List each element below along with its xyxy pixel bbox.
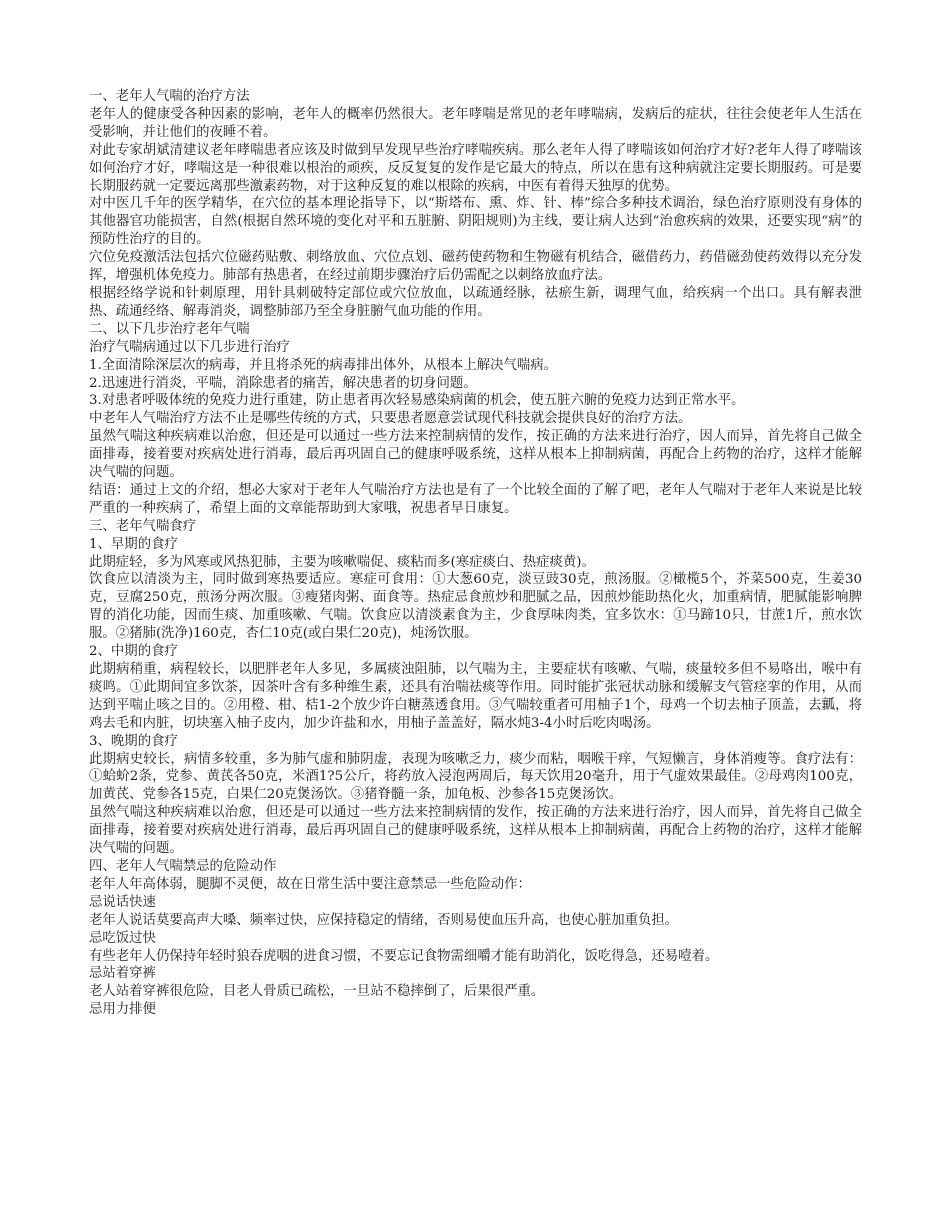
subsection-heading: 忌说话快速 (89, 894, 156, 910)
paragraph: 老人站着穿裤很危险，目老人骨质已疏松，一旦站不稳摔倒了，后果很严重。 (89, 984, 545, 1000)
subsection-heading: 忌站着穿裤 (89, 966, 156, 982)
paragraph: 对中医几千年的医学精华，在穴位的基本理论指导下，以“斯塔布、熏、炸、针、棒”综合多种技术调治，绿色治疗原则没有身体的其他器官功能损害，自然(根据自然环境的变化对平和五脏腑、阴阳规则)为主线，要让病人达到“治愈疾病的效果，还要实现“病”的预防性治疗的目的。 (89, 196, 862, 248)
subsection-heading: 忌吃饭过快 (89, 930, 156, 946)
paragraph: 此期病稍重，病程较长，以肥胖老年人多见，多属痰浊阻肺，以气喘为主，主要症状有咳嗽、气喘，痰量较多但不易咯出，喉中有痰鸣。①此期间宜多饮茶，因茶叶含有多种维生素，还具有治喘祛痰等作用。同时能扩张冠状动脉和缓解支气管痉挛的作用，从而达到平喘止咳之目的。②用橙、柑、桔1-2个放少许白糖蒸透食用。③气喘较重者可用柚子1个，母鸡一个切去柚子顶盖，去瓤，将鸡去毛和内脏，切块塞入柚子皮内，加少许盐和水，用柚子盖盖好，隔水炖3-4小时后吃肉喝汤。 (89, 662, 862, 731)
list-item: 3.对患者呼吸体统的免疫力进行重建，防止患者再次轻易感染病菌的机会，使五脏六腑的免疫力达到正常水平。 (89, 393, 745, 409)
paragraph: 结语：通过上文的介绍，想必大家对于老年人气喘治疗方法也是有了一个比较全面的了解了吧，老年人气喘对于老年人来说是比较严重的一种疾病了，希望上面的文章能帮助到大家哦，祝患者早日康复。 (89, 482, 862, 516)
paragraph: 穴位免疫激活法包括穴位磁药贴敷、刺络放血、穴位点划、磁药使药物和生物磁有机结合，磁借药力，药借磁劲使药效得以充分发挥，增强机体免疫力。肺部有热患者，在经过前期步骤治疗后仍需配之以刺络放血疗法。 (89, 250, 862, 284)
paragraph: 根据经络学说和针刺原理，用针具刺破特定部位或穴位放血，以疏通经脉，祛瘀生新，调理气血，给疾病一个出口。具有解表泄热、疏通经络、解毒消炎，调整肺部乃至全身脏腑气血功能的作用。 (89, 285, 862, 319)
paragraph: 老年人的健康受各种因素的影响，老年人的概率仍然很大。老年哮喘是常见的老年哮喘病，发病后的症状，往往会使老年人生活在受影响，并让他们的夜睡不着。 (89, 106, 862, 140)
list-item: 2.迅速进行消炎，平喘，消除患者的痛苦，解决患者的切身问题。 (89, 375, 477, 391)
paragraph: 虽然气喘这种疾病难以治愈，但还是可以通过一些方法来控制病情的发作，按正确的方法来进行治疗，因人而异，首先将自己做全面排毒，接着要对疾病处进行消毒，最后再巩固自己的健康呼吸系统，这样从根本上抑制病菌，再配合上药物的治疗，这样才能解决气喘的问题。 (89, 805, 862, 857)
paragraph: 虽然气喘这种疾病难以治愈，但还是可以通过一些方法来控制病情的发作，按正确的方法来进行治疗，因人而异，首先将自己做全面排毒，接着要对疾病处进行消毒，最后再巩固自己的健康呼吸系统，这样从根本上抑制病菌，再配合上药物的治疗，这样才能解决气喘的问题。 (89, 429, 862, 481)
section-heading: 二、以下几步治疗老年气喘 (89, 321, 250, 337)
paragraph: 治疗气喘病通过以下几步进行治疗 (89, 339, 290, 355)
subsection-heading: 忌用力排便 (89, 1002, 156, 1018)
subsection-heading: 1、早期的食疗 (89, 536, 178, 552)
paragraph: 老年人年高体弱，腿脚不灵便，故在日常生活中要注意禁忌一些危险动作： (89, 876, 531, 892)
paragraph: 饮食应以清淡为主，同时做到寒热要适应。寒症可食用：①大葱60克，淡豆豉30克，煎汤服。②橄榄5个，芥菜500克，生姜30克，豆腐250克，煎汤分两次服。③瘦猪肉粥、面食等。热症忌食煎炒和肥腻之品，因煎炒能助热化火，加重病情，肥腻能影响脾胃的消化功能，因而生痰、加重咳嗽、气喘。饮食应以清淡素食为主，少食厚味肉类，宜多饮水：①马蹄10只，甘蔗1斤，煎水饮服。②猪肺(洗净)160克，杏仁10克(或白果仁20克)，炖汤饮服。 (89, 572, 862, 642)
paragraph: 中老年人气喘治疗方法不止是哪些传统的方式，只要患者愿意尝试现代科技就会提供良好的治疗方法。 (89, 411, 692, 427)
paragraph: 有些老年人仍保持年轻时狼吞虎咽的进食习惯，不要忘记食物需细嚼才能有助消化，饭吃得急，还易噎着。 (89, 948, 719, 964)
list-item: 1.全面清除深层次的病毒，并且将杀死的病毒排出体外，从根本上解决气喘病。 (89, 357, 558, 373)
section-heading: 四、老年人气喘禁忌的危险动作 (89, 858, 277, 874)
section-heading: 三、老年气喘食疗 (89, 518, 197, 534)
paragraph: 老年人说话莫要高声大嗓、频率过快，应保持稳定的情绪，否则易使血压升高，也使心脏加重负担。 (89, 912, 679, 928)
paragraph: 此期症轻，多为风寒或风热犯肺，主要为咳嗽喘促、痰粘而多(寒症痰白、热症痰黄)。 (89, 554, 595, 570)
subsection-heading: 2、中期的食疗 (89, 644, 178, 660)
paragraph: 此期病史较长，病情多较重，多为肺气虚和肺阴虚，表现为咳嗽乏力，痰少而粘，咽喉干痒，气短懒言，身体消瘦等。食疗法有：①蛤蚧2条，党参、黄芪各50克，米酒1?5公斤，将药放入浸泡两周后，每天饮用20毫升，用于气虚效果最佳。②母鸡肉100克，加黄芪、党参各15克，白果仁20克煲汤饮。③猪脊髓一条，加龟板、沙参各15克煲汤饮。 (89, 751, 862, 803)
section-heading: 一、老年人气喘的治疗方法 (89, 89, 250, 104)
subsection-heading: 3、晚期的食疗 (89, 733, 178, 749)
paragraph: 对此专家胡斌清建议老年哮喘患者应该及时做到早发现早些治疗哮喘疾病。那么老年人得了哮喘该如何治疗才好?老年人得了哮喘该如何治疗才好，哮喘这是一种很难以根治的顽疾，反反复复的发作是它最大的特点，所以在患有这种病就注定要长期服药。可是要长期服药就一定要远离那些激素药物，对于这种反复的难以根除的疾病，中医有着得天独厚的优势。 (89, 142, 862, 194)
